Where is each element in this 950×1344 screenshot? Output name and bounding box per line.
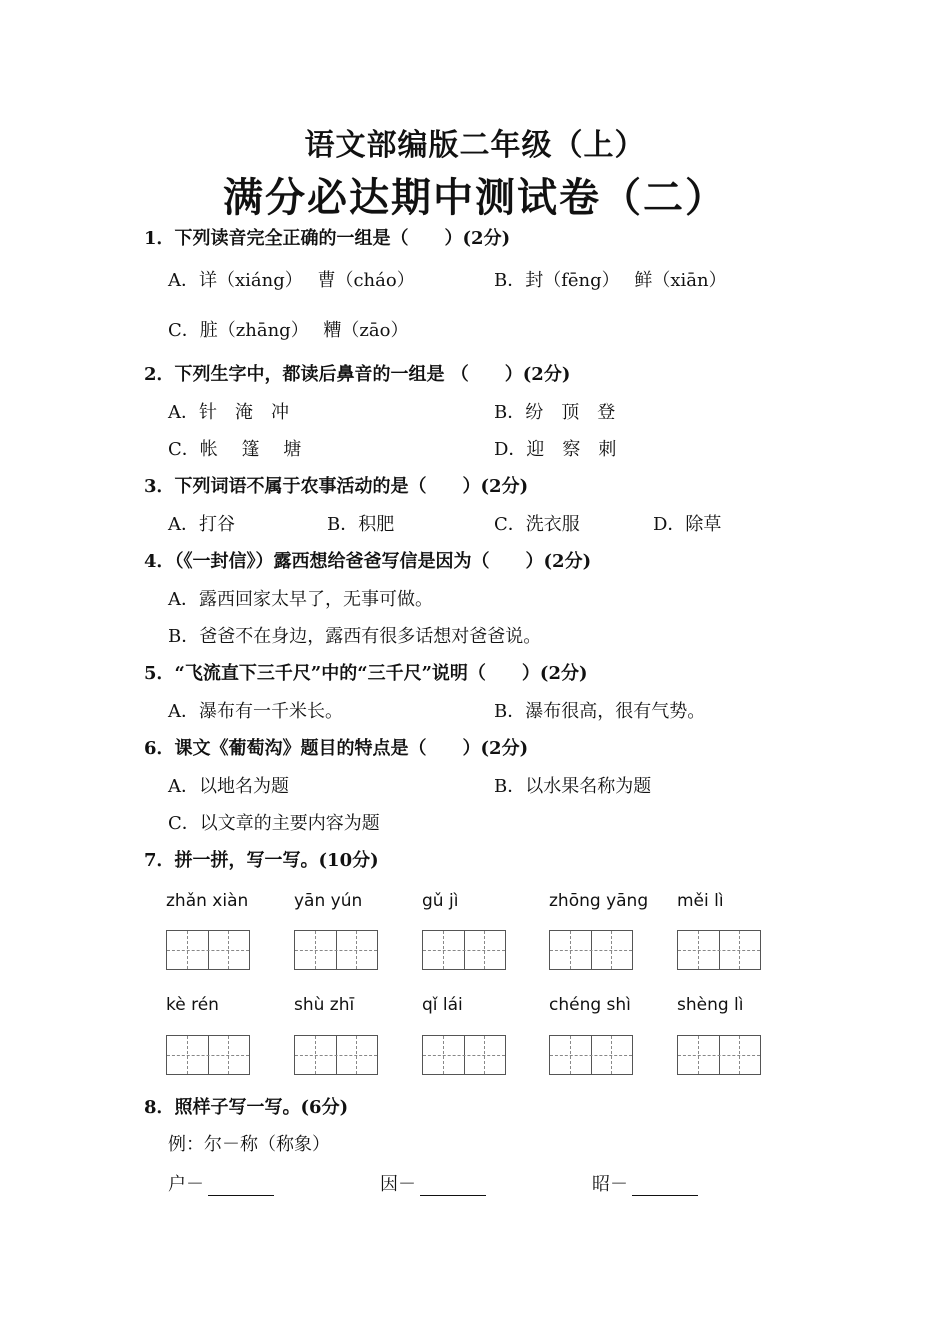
question-2-option-b: B．纷 顶 登 <box>494 402 616 423</box>
question-6-option-a: A．以地名为题 <box>168 776 289 797</box>
question-5-option-a: A．瀑布有一千米长。 <box>168 701 343 722</box>
question-2-option-d: D．迎 察 刺 <box>494 439 617 460</box>
answer-blank[interactable] <box>208 1177 274 1196</box>
answer-blank[interactable] <box>632 1177 698 1196</box>
writing-grid[interactable] <box>549 930 633 970</box>
title-line2: 满分必达期中测试卷（二） <box>223 174 727 221</box>
question-3-stem: 3．下列词语不属于农事活动的是（ ）(2分) <box>144 476 529 497</box>
question-2-option-a: A．针 淹 冲 <box>168 402 289 423</box>
question-8-item <box>380 1170 486 1196</box>
question-1-option-c: C．脏（zhāng） 糟（zāo） <box>168 320 409 341</box>
question-1-option-a: A．详（xiáng） 曹（cháo） <box>168 270 415 291</box>
question-4-option-b: B．爸爸不在身边，露西有很多话想对爸爸说。 <box>168 626 542 647</box>
question-8-item-label: 户－ <box>168 1174 204 1195</box>
question-4-option-a: A．露西回家太早了，无事可做。 <box>168 589 433 610</box>
pinyin-label: shù zhī <box>294 995 355 1015</box>
question-1-option-b: B．封（fēng） 鲜（xiān） <box>494 270 727 291</box>
question-5-option-b: B．瀑布很高，很有气势。 <box>494 701 706 722</box>
question-5-stem: 5．“飞流直下三千尺”中的“三千尺”说明（ ）(2分) <box>144 663 588 684</box>
pinyin-label: zhǎn xiàn <box>166 891 249 911</box>
question-8-stem: 8．照样子写一写。(6分) <box>144 1097 349 1118</box>
question-8-item <box>168 1170 274 1196</box>
question-6-stem: 6．课文《葡萄沟》题目的特点是（ ）(2分) <box>144 738 529 759</box>
question-3-option-b: B．积肥 <box>327 514 395 535</box>
question-2-option-c: C．帐 篷 塘 <box>168 439 302 460</box>
writing-grid[interactable] <box>294 930 378 970</box>
pinyin-label: měi lì <box>677 891 724 911</box>
question-8-example: 例：尔－称（称象） <box>168 1134 330 1155</box>
writing-grid[interactable] <box>549 1035 633 1075</box>
writing-grid[interactable] <box>166 930 250 970</box>
question-8-item <box>592 1170 698 1196</box>
title-line1: 语文部编版二年级（上） <box>304 128 646 163</box>
pinyin-label: qǐ lái <box>422 995 463 1015</box>
question-3-option-a: A．打谷 <box>168 514 235 535</box>
question-3-option-d: D．除草 <box>653 514 722 535</box>
question-6-option-b: B．以水果名称为题 <box>494 776 652 797</box>
writing-grid[interactable] <box>422 1035 506 1075</box>
question-8-item-label: 因－ <box>380 1174 416 1195</box>
writing-grid[interactable] <box>677 1035 761 1075</box>
pinyin-label: chéng shì <box>549 995 631 1015</box>
pinyin-label: zhōng yāng <box>549 891 649 911</box>
pinyin-label: kè rén <box>166 995 219 1015</box>
question-3-option-c: C．洗衣服 <box>494 514 580 535</box>
question-7-stem: 7．拼一拼，写一写。(10分) <box>144 850 379 871</box>
question-1-stem: 1．下列读音完全正确的一组是（ ）(2分) <box>144 228 511 249</box>
question-6-option-c: C．以文章的主要内容为题 <box>168 813 380 834</box>
answer-blank[interactable] <box>420 1177 486 1196</box>
question-8-item-label: 昭－ <box>592 1174 628 1195</box>
writing-grid[interactable] <box>294 1035 378 1075</box>
pinyin-label: shèng lì <box>677 995 744 1015</box>
pinyin-label: yān yún <box>294 891 363 911</box>
writing-grid[interactable] <box>422 930 506 970</box>
question-2-stem: 2．下列生字中，都读后鼻音的一组是 （ ）(2分) <box>144 364 571 385</box>
writing-grid[interactable] <box>166 1035 250 1075</box>
question-4-stem: 4．（《一封信》）露西想给爸爸写信是因为（ ）(2分) <box>144 551 592 572</box>
writing-grid[interactable] <box>677 930 761 970</box>
pinyin-label: gǔ jì <box>422 891 459 911</box>
